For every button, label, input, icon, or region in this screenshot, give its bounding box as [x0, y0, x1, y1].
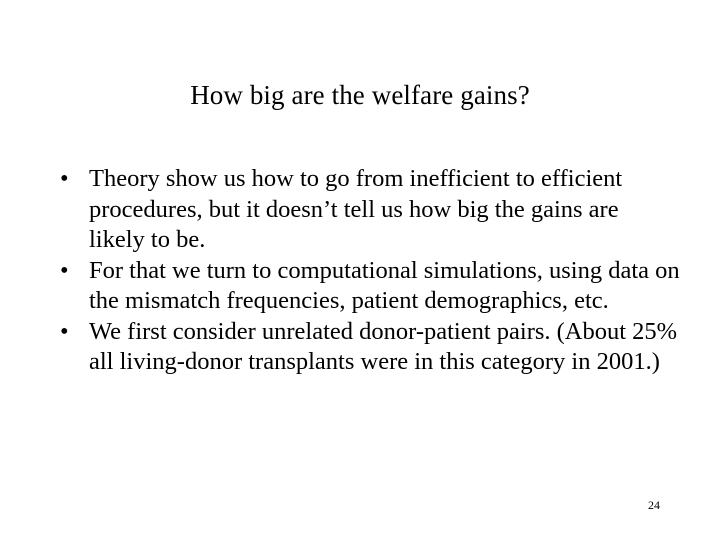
- bullet-text: We first consider unrelated donor-patient pairs. (About 25% all living-donor transplants were in this category in 2001.): [89, 317, 678, 375]
- bullet-text: For that we turn to computational simulations, using data on the mismatch frequencies, patient demographics, etc.: [89, 256, 680, 314]
- bullet-icon: •: [60, 256, 69, 284]
- page-number: 24: [648, 498, 660, 512]
- bullet-list: [60, 164, 680, 378]
- bullet-item: [60, 317, 680, 378]
- bullet-icon: •: [60, 317, 69, 345]
- bullet-item: [60, 256, 680, 317]
- slide-title: How big are the welfare gains?: [190, 80, 530, 110]
- bullet-text: Theory show us how to go from inefficient to efficient procedures, but it doesn’t tell us how big the gains are likely to be.: [89, 165, 623, 253]
- bullet-icon: •: [60, 165, 69, 192]
- bullet-item: [60, 164, 680, 256]
